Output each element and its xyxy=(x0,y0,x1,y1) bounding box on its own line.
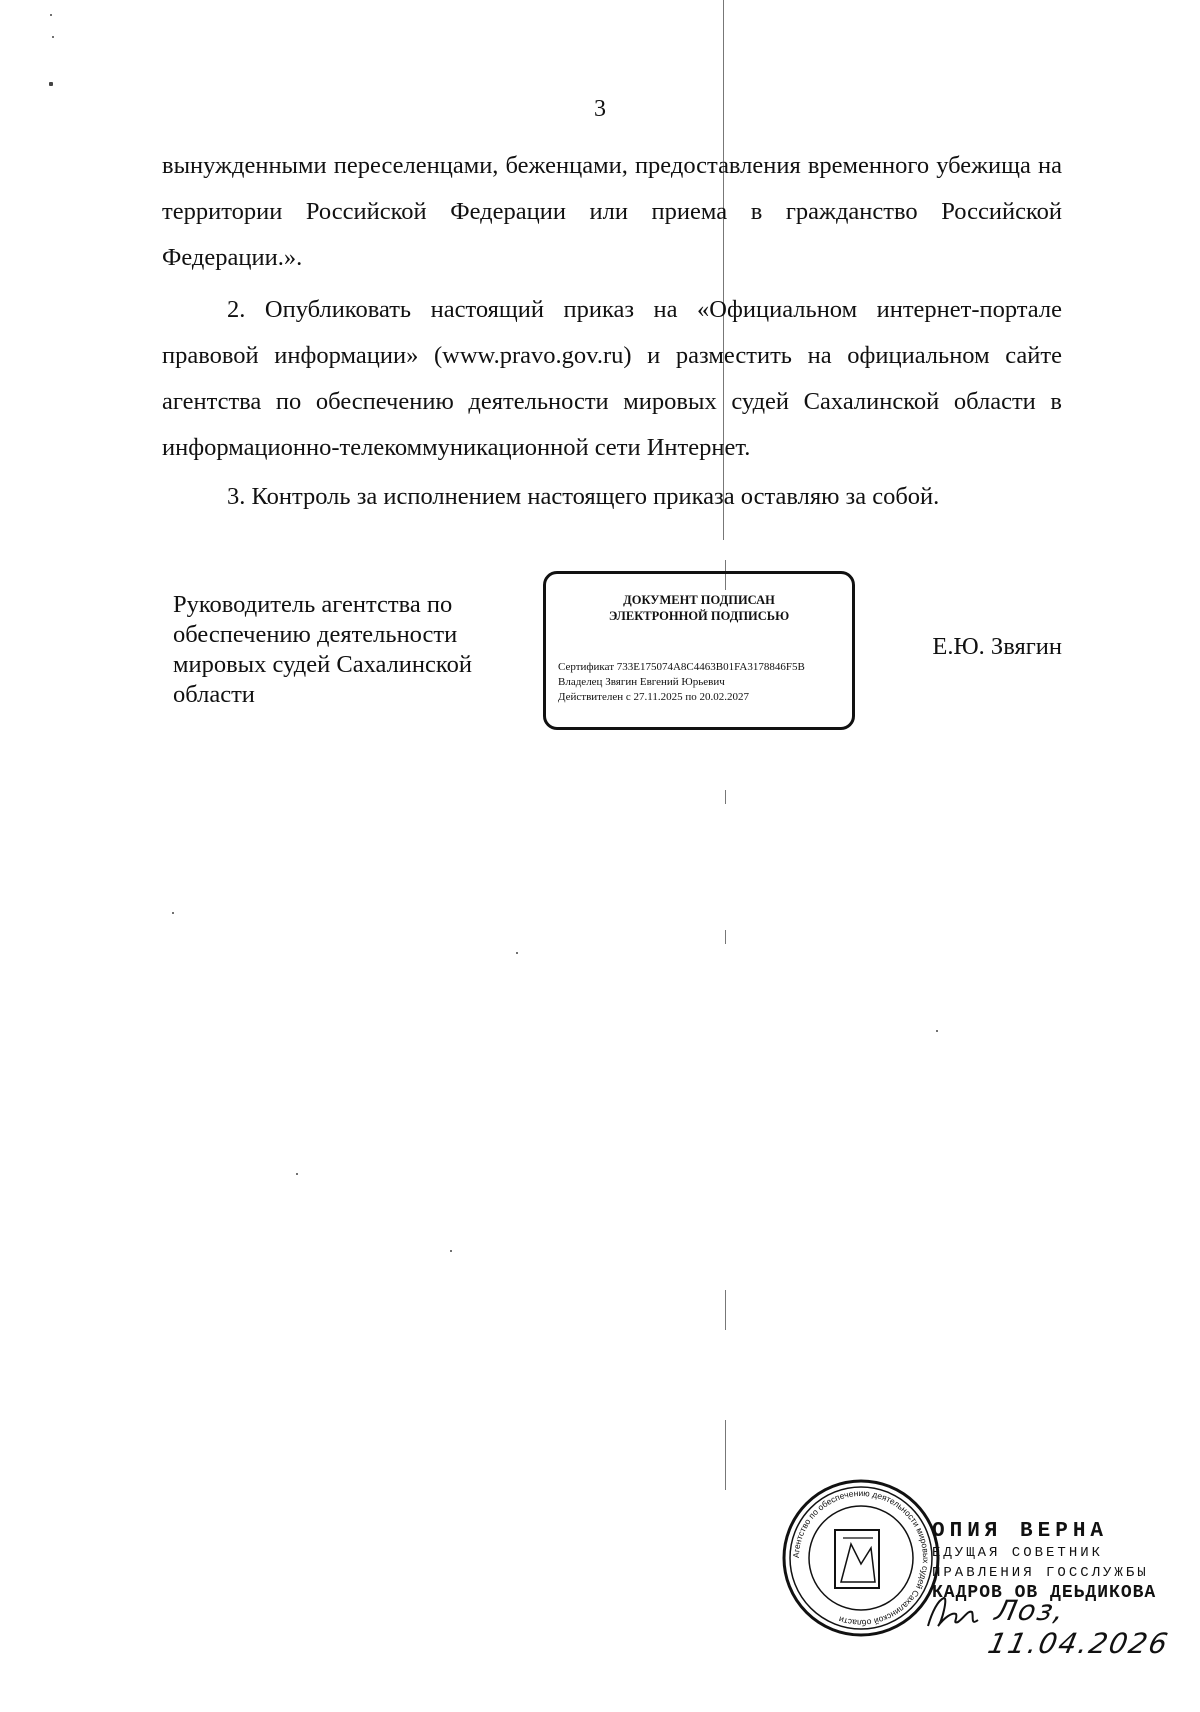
certification-line: КАДРОВ ОВ ДЕЬДИКОВА xyxy=(932,1583,1157,1603)
seal-ring-text: Агентство по обеспечению деятельности мировых судей Сахалинской области xyxy=(790,1487,932,1629)
scan-fold-dash xyxy=(725,790,726,804)
certification-line: ОПИЯ ВЕРНА xyxy=(932,1520,1109,1543)
copy-certification xyxy=(932,1520,1156,1603)
stamp-certificate: Сертификат 733E175074A8C4463B01FA3178846F5B xyxy=(558,661,805,673)
stamp-details xyxy=(558,660,805,705)
scan-speck xyxy=(172,912,174,914)
scan-speck xyxy=(516,952,518,954)
paragraph-continuation: вынужденными переселенцами, беженцами, предоставления временного убежища на территории Российской Федерации или приема в гражданство Российской Федерации.». xyxy=(162,152,1062,271)
official-seal xyxy=(781,1478,941,1638)
scan-speck xyxy=(52,36,54,38)
scan-fold-dash xyxy=(725,1420,726,1490)
certification-line: ПРАВЛЕНИЯ ГОССЛУЖБЫ xyxy=(932,1565,1149,1581)
signer-title-line: Руководитель агентства по xyxy=(173,591,453,618)
scan-speck xyxy=(49,82,53,86)
scan-speck xyxy=(936,1030,938,1032)
scan-speck xyxy=(450,1250,452,1252)
certification-line: ЕДУЩАЯ СОВЕТНИК xyxy=(932,1545,1104,1561)
stamp-heading-line: ДОКУМЕНТ ПОДПИСАН xyxy=(623,593,775,607)
handwritten-date: Лоз, 11.04.2026 xyxy=(984,1594,1173,1660)
stamp-owner: Владелец Звягин Евгений Юрьевич xyxy=(558,676,725,688)
signer-title xyxy=(173,590,533,710)
paragraph-control: 3. Контроль за исполнением настоящего приказа оставляю за собой. xyxy=(227,483,940,510)
signer-title-line: области xyxy=(173,681,255,708)
scan-fold-dash xyxy=(725,1290,726,1330)
signer-name: Е.Ю. Звягин xyxy=(932,633,1062,660)
electronic-signature-stamp xyxy=(543,571,855,730)
scan-fold-dash xyxy=(725,930,726,944)
scan-speck xyxy=(296,1173,298,1175)
scan-speck xyxy=(50,14,52,16)
signer-title-line: обеспечению деятельности xyxy=(173,621,458,648)
svg-text:Агентство по обеспечению деяте xyxy=(791,1488,931,1628)
stamp-heading-line: ЭЛЕКТРОННОЙ ПОДПИСЬЮ xyxy=(608,609,790,623)
paragraph-publish-order: 2. Опубликовать настоящий приказ на «Официальном интернет-портале правовой информации» (www.pravo.gov.ru) и разместить на официальном сайте агентства по обеспечению деятельности мировых судей Сахалинской области в информационно-телекоммуникационной сети Интернет. xyxy=(162,296,1062,461)
signature-scribble xyxy=(922,1592,992,1632)
stamp-heading xyxy=(546,592,852,624)
stamp-validity: Действителен с 27.11.2025 по 20.02.2027 xyxy=(558,691,749,703)
seal-emblem-icon xyxy=(835,1530,879,1588)
page-number: 3 xyxy=(594,96,606,122)
signer-title-line: мировых судей Сахалинской xyxy=(173,651,472,678)
